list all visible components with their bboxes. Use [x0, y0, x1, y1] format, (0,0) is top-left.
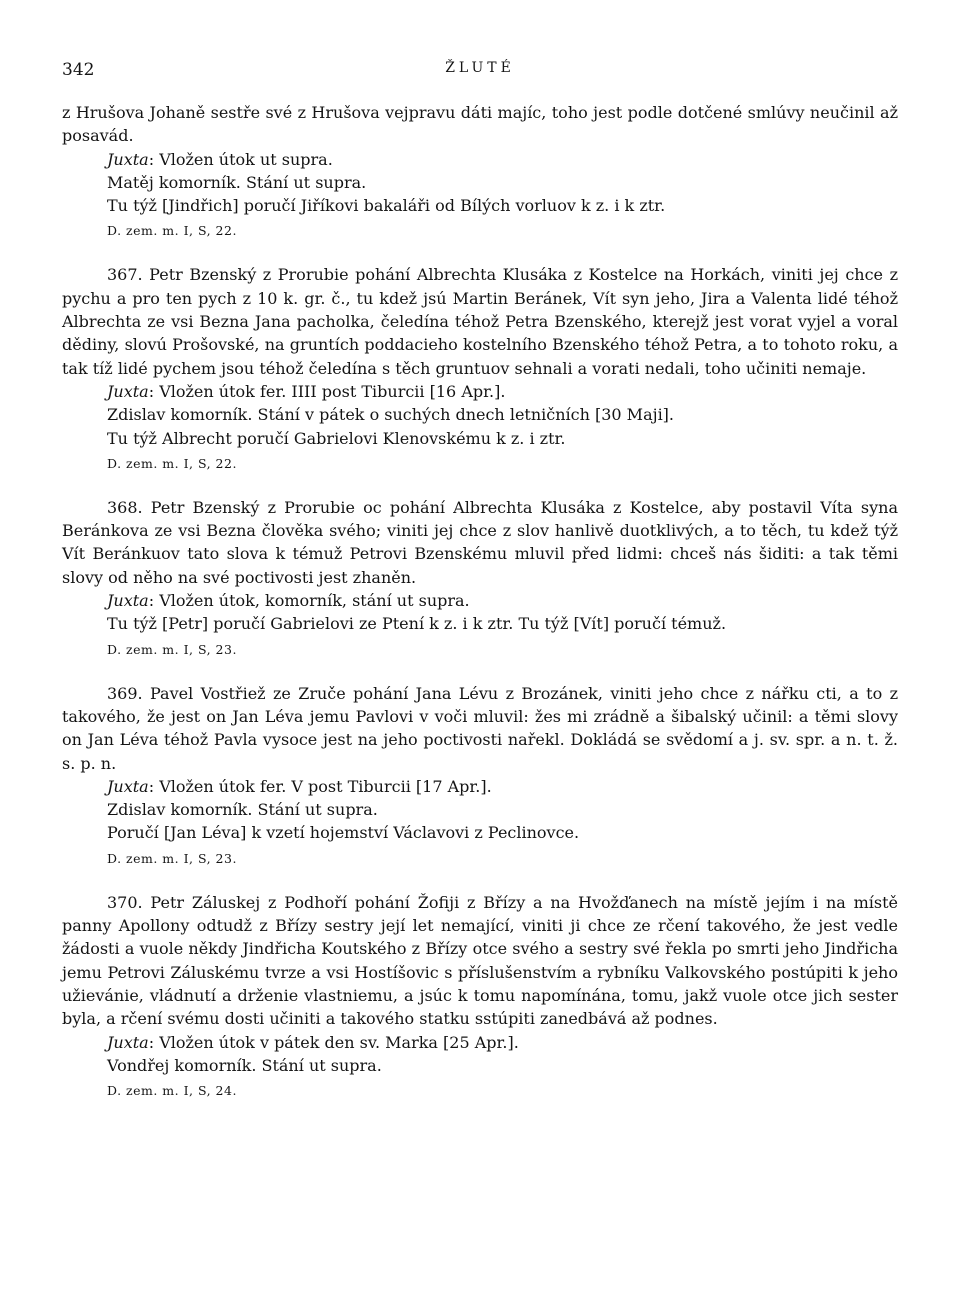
juxta-label: Juxta: [107, 149, 149, 169]
entry-text: 369. Pavel Vostřiež ze Zruče pohání Jana Lévu z Brozánek, viniti jeho chce z nářku cti, a to z takového, že jest on Jan Léva jemu Pavlovi v voči mluvil: žes mi zrádně a šibalský učinil: a těmi slovy on Jan Léva téhož Pavla vysoce jest na jeho poctivosti nařekl. Dokládá se svědomí a j. sv. spr. a n. t. ž. s. p. n.: [62, 683, 898, 773]
entry-line: Zdislav komorník. Stání ut supra.: [107, 800, 378, 820]
juxta-label: Juxta: [107, 1032, 149, 1052]
juxta-line: [62, 1031, 898, 1054]
juxta-label: Juxta: [107, 591, 149, 611]
juxta-text: : Vložen útok, komorník, stání ut supra.: [148, 591, 470, 611]
juxta-line: [62, 380, 898, 403]
juxta-line: [62, 148, 898, 171]
entry-line: Tu týž [Jindřich] poručí Jiříkovi bakaláři od Bílých vorluov k z. i k ztr.: [107, 196, 666, 216]
page-number: 342: [62, 60, 95, 80]
entry-line: Matěj komorník. Stání ut supra.: [107, 172, 367, 192]
juxta-text: : Vložen útok fer. IIII post Tiburcii [16 Apr.].: [148, 381, 506, 401]
entry-text: 368. Petr Bzenský z Prorubie oc pohání Albrechta Klusáka z Kostelce, aby postavil Víta syna Beránkova ze vsi Bezna člověka svého; viniti jej chce z slov hanlivě duotklivých, a to těch, tu kdež týž Vít Beránkuov tato slova k témuž Petrovi Bzenskému mluvil před lidmi: chceš nás šiditi: a tak těmi slovy od něho na své poctivosti jest zhaněn.: [62, 497, 898, 587]
source-reference: D. zem. m. I, S, 23.: [107, 641, 237, 657]
source-reference: D. zem. m. I, S, 22.: [107, 455, 237, 471]
entry-367: [62, 263, 898, 473]
juxta-text: : Vložen útok fer. V post Tiburcii [17 Apr.].: [148, 776, 492, 796]
running-title: ŽLUTÉ: [445, 60, 515, 76]
entry-text: 367. Petr Bzenský z Prorubie pohání Albrechta Klusáka z Kostelce na Horkách, viniti jej chce z pychu a pro ten pych z 10 k. gr. č., tu kdež jsú Martin Beránek, Vít syn jeho, Jira a Valenta lidé téhož Albrechta ze vsi Bezna Jana pacholka, čeledína téhož Petra Bzenského, kterejž jest vorat vyjel a voral dědiny, slovú Prošovské, na gruntích poddacieho kostelního Bzenského téhož Petra, a to tohoto roku, a tak tíž lidé pychem jsou téhož čeledína s těch gruntuov sehnali a vorati nedali, toho učiniti nemaje.: [62, 265, 898, 378]
entry-line: Vondřej komorník. Stání ut supra.: [107, 1055, 382, 1075]
juxta-label: Juxta: [107, 776, 149, 796]
juxta-text: : Vložen útok v pátek den sv. Marka [25 Apr.].: [148, 1032, 519, 1052]
entry-line: Tu týž Albrecht poručí Gabrielovi Klenovskému k z. i ztr.: [107, 428, 566, 448]
entry-text: z Hrušova Johaně sestře své z Hrušova vejpravu dáti majíc, toho jest podle dotčené smlúvy neučinil až posavád.: [62, 103, 898, 146]
source-reference: D. zem. m. I, S, 23.: [107, 850, 237, 866]
entry-368: [62, 496, 898, 660]
entry-line: Tu týž [Petr] poručí Gabrielovi ze Ptení k z. i k ztr. Tu týž [Vít] poručí témuž.: [107, 614, 727, 634]
juxta-line: [62, 589, 898, 612]
source-reference: D. zem. m. I, S, 22.: [107, 223, 237, 239]
carryover-entry: [62, 101, 898, 241]
entry-line: Zdislav komorník. Stání v pátek o suchých dnech letničních [30 Maji].: [107, 405, 675, 425]
page-content: [62, 101, 898, 1101]
page-header: [62, 60, 898, 84]
juxta-line: [62, 775, 898, 798]
source-reference: D. zem. m. I, S, 24.: [107, 1083, 237, 1099]
juxta-text: : Vložen útok ut supra.: [148, 149, 333, 169]
entry-line: Poručí [Jan Léva] k vzetí hojemství Václavovi z Peclinovce.: [107, 823, 580, 843]
juxta-label: Juxta: [107, 381, 149, 401]
entry-text: 370. Petr Záluskej z Podhoří pohání Žofiji z Břízy a na Hvožďanech na místě jejím i na místě panny Apollony odtudž z Břízy sestry její let nemající, viniti ji chce ze rčení takového, že jest vedle žádosti a vuole někdy Jindřicha Koutského z Břízy otce svého a sestry své řekla po smrti jeho Jindřicha jemu Petrovi Záluskému tvrze a vsi Hostíšovic s příslušenstvím a rybníku Valkovského postúpiti k jeho užievánie, vládnutí a drženie vlastniemu, a jsúc k tomu napomínána, tomu, jakž vuole otce jich sester byla, a rčení svému dosti učiniti a takového statku sstúpiti zanedbává až podnes.: [62, 892, 898, 1029]
entry-370: [62, 891, 898, 1101]
entry-369: [62, 682, 898, 869]
